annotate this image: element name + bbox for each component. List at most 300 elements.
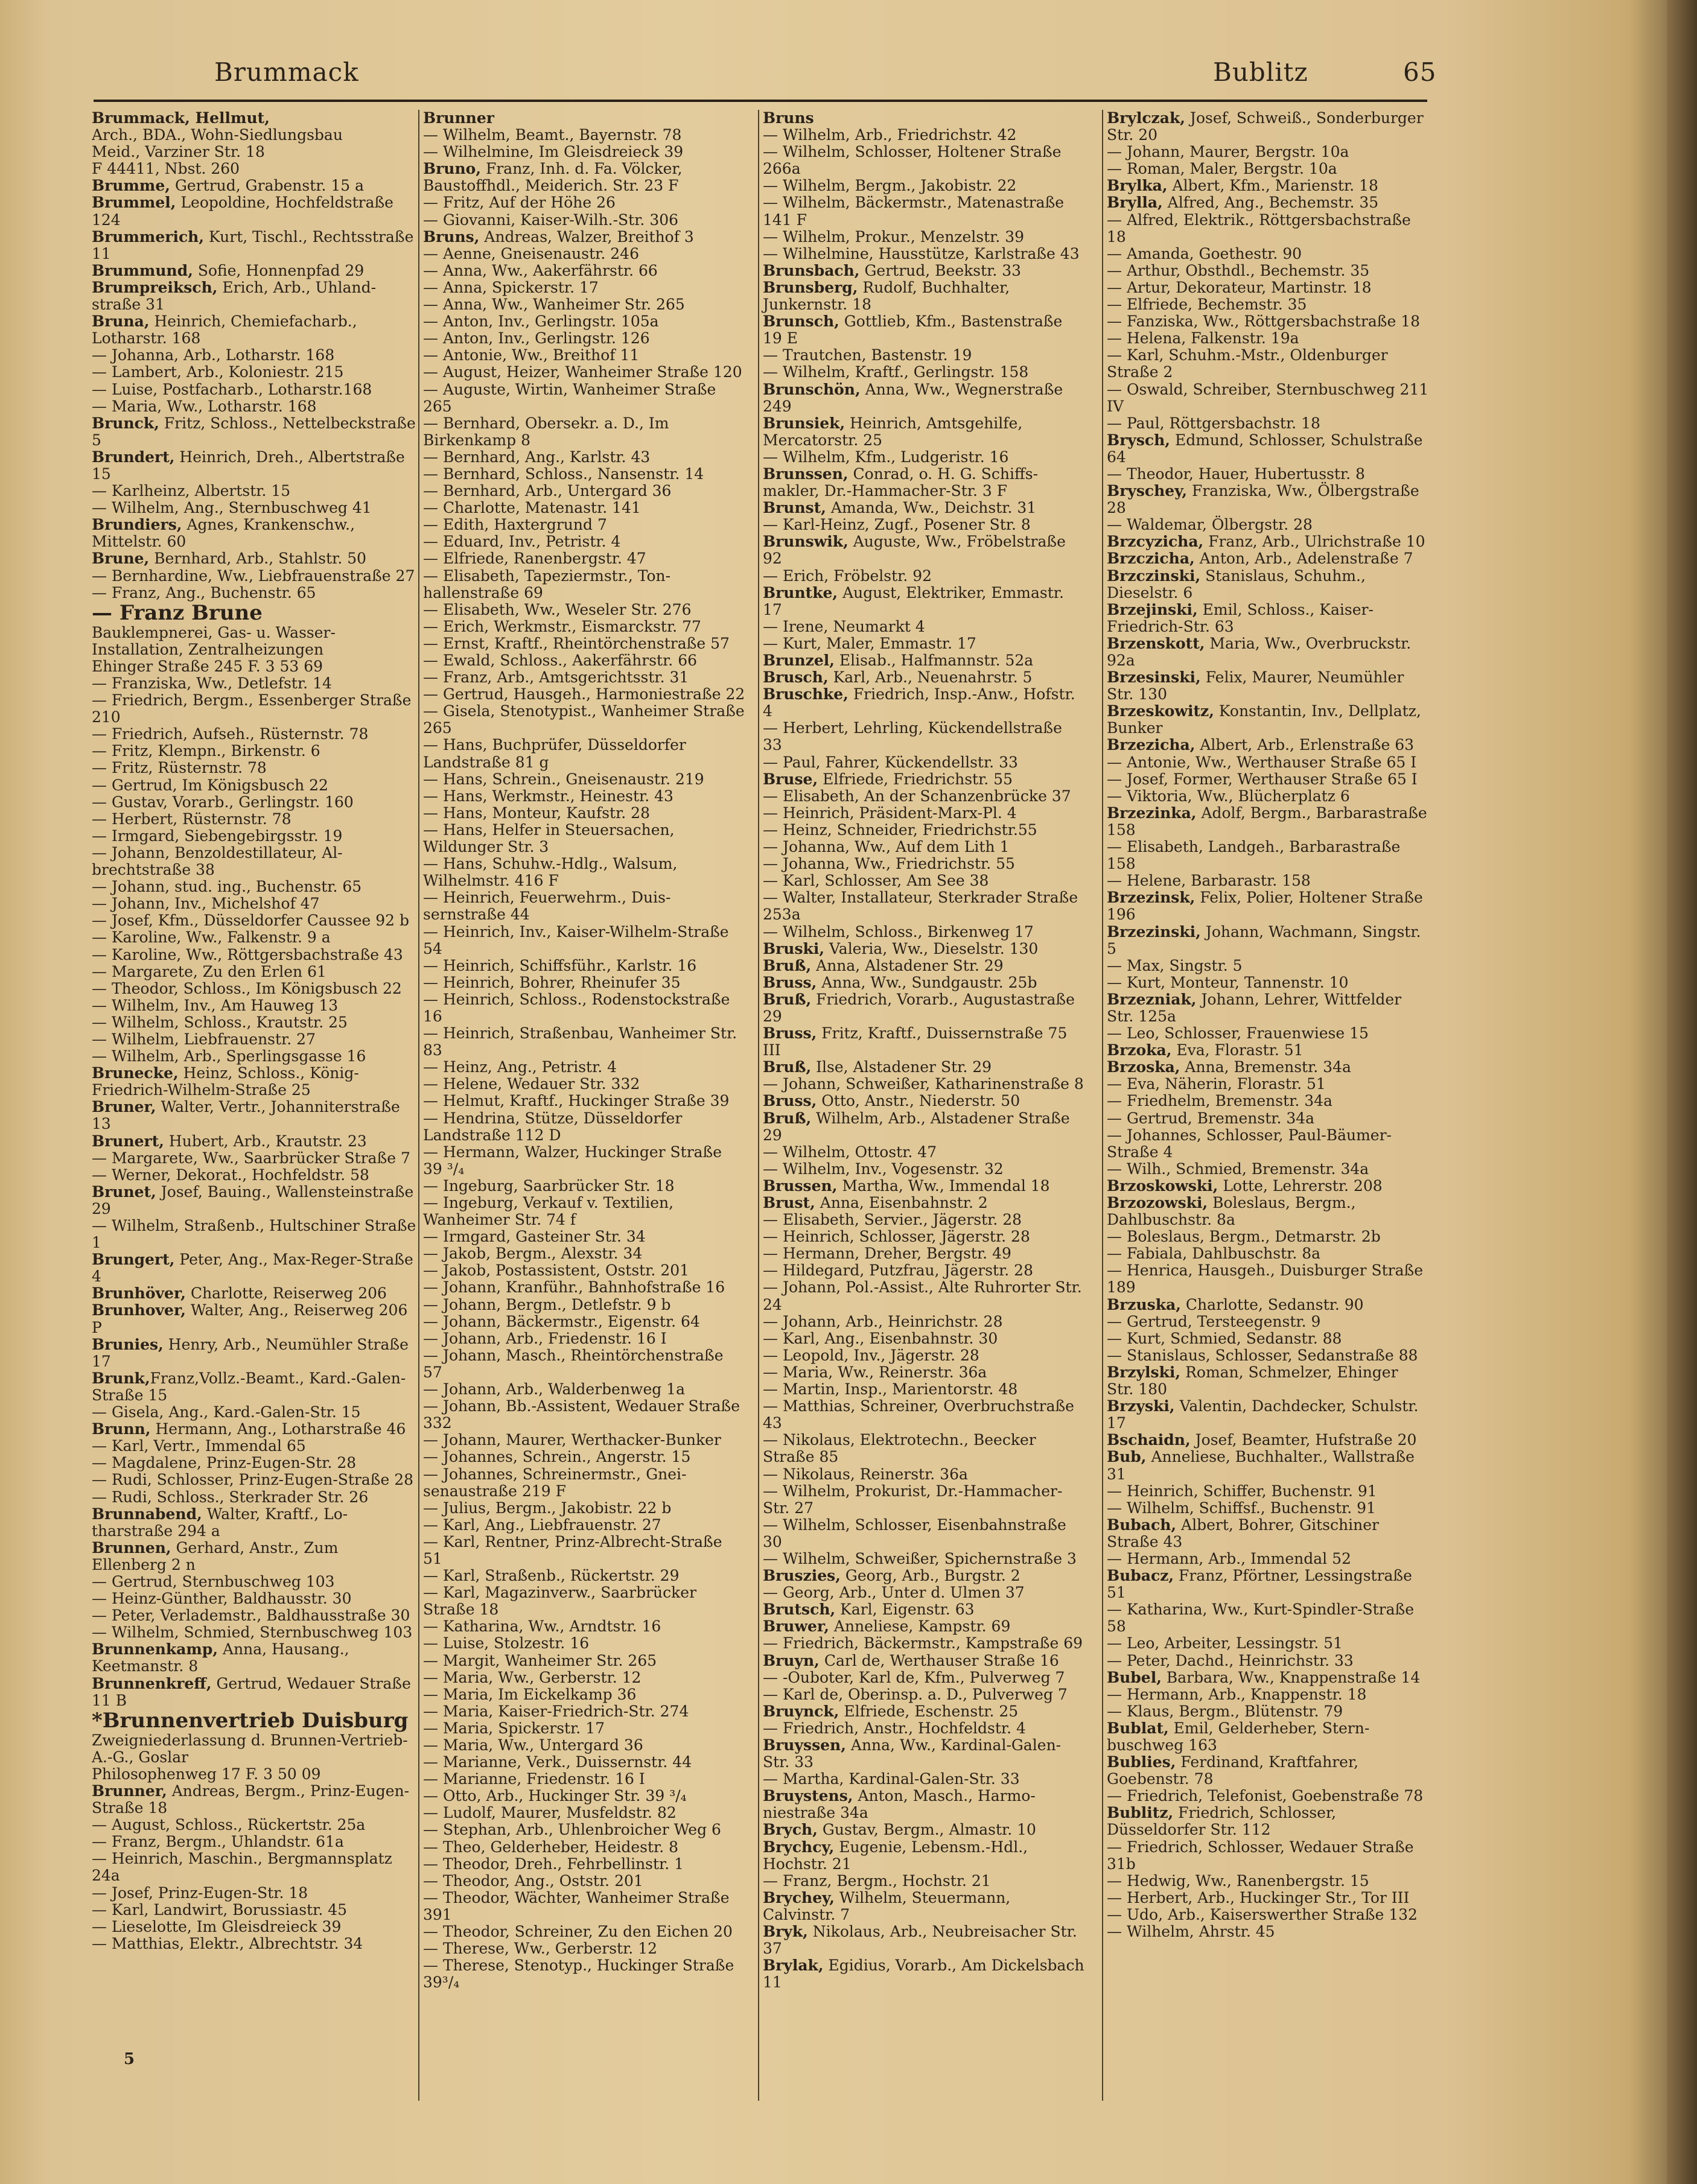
entry-details: Walter, Kraftf., Lotharstraße 294 a	[92, 1505, 348, 1540]
directory-entry	[763, 974, 1085, 991]
entry-details: Franz, Arb., Ulrichstraße 10	[1203, 533, 1425, 551]
entry-details: — Maria, Ww., Lotharstr. 168	[92, 397, 317, 415]
entry-details: — Karl-Heinz, Zugf., Posener Str. 8	[763, 516, 1031, 534]
entry-details: — Rudi, Schlosser, Prinz-Eugen-Straße 28	[92, 1471, 414, 1489]
entry-details: Andreas, Walzer, Breithof 3	[479, 227, 694, 246]
entry-details: Stanislaus, Schuhm., Dieselstr. 6	[1107, 567, 1366, 602]
entry-details: Josef, Bauing., Wallensteinstraße 29	[92, 1182, 414, 1217]
directory-entry	[1107, 533, 1429, 550]
entry-details: Philosophenweg 17 F. 3 50 09	[92, 1765, 321, 1783]
entry-surname: Brychey,	[763, 1888, 835, 1906]
entry-details: — Franz, Arb., Amtsgerichtsstr. 31	[423, 668, 689, 687]
entry-details: — Elfriede, Bechemstr. 35	[1107, 296, 1307, 314]
entry-details: — Johann, stud. ing., Buchenstr. 65	[92, 878, 362, 896]
directory-entry	[763, 1923, 1085, 1957]
entry-details: Friedrich, Insp.-Anw., Hofstr. 4	[763, 685, 1075, 720]
entry-details: — Wilhelm, Liebfrauenstr. 27	[92, 1030, 316, 1048]
entry-details: F 44411, Nbst. 260	[92, 160, 240, 178]
entry-details: — Leo, Schlosser, Frauenwiese 15	[1107, 1024, 1369, 1043]
directory-entry	[763, 720, 1085, 754]
entry-details: — Anton, Inv., Gerlingstr. 105a	[423, 313, 659, 331]
entry-details: Josef, Schweiß., Sonderburger Str. 20	[1107, 110, 1424, 144]
directory-entry	[763, 652, 1085, 669]
entry-surname: Brunck,	[92, 414, 159, 432]
directory-entry	[763, 110, 1085, 127]
directory-entry	[1107, 635, 1429, 669]
entry-details: — Margit, Wanheimer Str. 265	[423, 1651, 657, 1669]
directory-entry	[763, 1432, 1085, 1465]
entry-details: — Johann, Maurer, Bergstr. 10a	[1107, 143, 1349, 161]
directory-entry	[92, 1150, 418, 1167]
entry-details: — Jakob, Postassistent, Oststr. 201	[423, 1262, 690, 1280]
entry-surname: Bryk,	[763, 1923, 808, 1941]
entry-details: Bernhard, Arb., Stahlstr. 50	[149, 550, 367, 568]
entry-details: Eugenie, Lebensm.-Hdl., Hochstr. 21	[763, 1838, 1028, 1873]
directory-entry	[1107, 110, 1429, 144]
entry-surname: Brunssen,	[763, 465, 848, 483]
entry-details: Gottlieb, Kfm., Bastenstraße 19 E	[763, 313, 1063, 348]
entry-details: Franz,Vollz.-Beamt., Kard.-Galen-Straße 15	[92, 1369, 406, 1404]
running-head-left: Brummack	[214, 57, 359, 87]
directory-entry	[92, 895, 418, 912]
directory-entry	[92, 1065, 418, 1099]
entry-surname: Bub,	[1107, 1448, 1147, 1466]
directory-entry	[1107, 1076, 1429, 1093]
directory-entry	[1107, 1364, 1429, 1398]
directory-entry	[92, 110, 418, 127]
directory-entry	[92, 963, 418, 980]
entry-surname: Bruss,	[763, 1024, 817, 1043]
entry-details: — Wilhelm, Schloss., Krautstr. 25	[92, 1013, 348, 1031]
directory-entry	[1107, 1127, 1429, 1161]
entry-details: — Gisela, Ang., Kard.-Galen-Str. 15	[92, 1403, 361, 1421]
directory-entry	[1107, 1313, 1429, 1330]
entry-surname: Brundert,	[92, 448, 175, 466]
entry-details: Fritz, Schloss., Nettelbeckstraße 5	[92, 414, 416, 449]
entry-details: — Hermann, Arb., Immendal 52	[1107, 1549, 1351, 1567]
directory-entry	[763, 1890, 1085, 1923]
directory-entry	[763, 686, 1085, 720]
directory-entry	[92, 794, 418, 811]
entry-details: — Johann, Arb., Walderbenweg 1a	[423, 1380, 685, 1398]
directory-entry	[1107, 296, 1429, 313]
directory-entry	[423, 889, 745, 923]
directory-entry	[92, 1302, 418, 1336]
directory-entry	[423, 1398, 745, 1432]
entry-details: Konstantin, Inv., Dellplatz, Bunker	[1107, 702, 1421, 737]
entry-surname: Brussen,	[763, 1176, 838, 1195]
directory-entry	[423, 1500, 745, 1517]
directory-entry	[423, 1195, 745, 1228]
entry-details: — Anna, Ww., Aakerfährstr. 66	[423, 261, 658, 279]
entry-details: Gertrud, Wedauer Straße 11 B	[92, 1674, 411, 1709]
entry-surname: Brych,	[763, 1821, 818, 1839]
entry-surname: Brzczicha,	[1107, 550, 1195, 568]
entry-details: Anneliese, Buchhalter., Wallstraße 31	[1107, 1448, 1415, 1483]
directory-entry	[92, 624, 418, 658]
entry-surname: Brunnenkamp,	[92, 1640, 218, 1659]
entry-details: — Oswald, Schreiber, Sternbuschweg 211 IV	[1107, 380, 1429, 415]
entry-details: — Gertrud, Tersteegenstr. 9	[1107, 1312, 1321, 1330]
directory-entry	[763, 957, 1085, 974]
directory-entry	[92, 912, 418, 929]
directory-entry	[763, 1330, 1085, 1347]
entry-details: — Heinrich, Schiffer, Buchenstr. 91	[1107, 1482, 1377, 1500]
entry-details: — Karoline, Ww., Falkenstr. 9 a	[92, 929, 331, 947]
directory-entry	[423, 686, 745, 703]
directory-entry	[763, 1821, 1085, 1838]
directory-entry	[1107, 754, 1429, 771]
directory-entry	[92, 550, 418, 567]
directory-entry	[1107, 1601, 1429, 1635]
directory-entry	[1107, 1347, 1429, 1364]
entry-surname: Brunsberg,	[763, 278, 858, 296]
entry-surname: Brzeskowitz,	[1107, 702, 1214, 720]
directory-entry	[92, 1404, 418, 1421]
directory-entry	[1107, 177, 1429, 194]
entry-details: — August, Schloss., Rückertstr. 25a	[92, 1816, 366, 1834]
entry-details: — Gertrud, Bremenstr. 34a	[1107, 1109, 1315, 1127]
directory-entry	[423, 1466, 745, 1500]
header-rule	[94, 100, 1427, 102]
directory-entry	[763, 1025, 1085, 1059]
directory-entry	[92, 160, 418, 177]
directory-entry	[423, 246, 745, 262]
entry-surname: Brzesinski,	[1107, 668, 1201, 687]
entry-details: — Wilhelm, Schlosser, Holtener Straße 266a	[763, 143, 1062, 178]
entry-details: — Elfriede, Ranenbergstr. 47	[423, 550, 646, 568]
entry-details: — Udo, Arb., Kaiserswerther Straße 132	[1107, 1905, 1418, 1923]
entry-details: Barbara, Ww., Knappenstraße 14	[1161, 1668, 1421, 1686]
entry-details: — Heinrich, Inv., Kaiser-Wilhelm-Straße 54	[423, 922, 729, 957]
entry-surname: Bruynck,	[763, 1702, 839, 1720]
directory-entry	[1107, 1161, 1429, 1178]
directory-entry	[423, 974, 745, 991]
entry-details: Auguste, Ww., Fröbelstraße 92	[763, 533, 1066, 568]
entry-details: — Stephan, Arb., Uhlenbroicher Weg 6	[423, 1821, 721, 1839]
directory-entry	[423, 313, 745, 330]
entry-details: — Hans, Helfer in Steuersachen, Wildunger Str. 3	[423, 821, 675, 856]
directory-entry	[763, 1076, 1085, 1093]
entry-details: — Theodor, Wächter, Wanheimer Straße 391	[423, 1888, 730, 1923]
entry-details: — Heinrich, Maschin., Bergmannsplatz 24a	[92, 1850, 392, 1885]
directory-entry	[763, 1618, 1085, 1635]
entry-details: — Wilhelm, Prokur., Menzelstr. 39	[763, 227, 1025, 246]
directory-entry	[763, 127, 1085, 144]
directory-entry	[1107, 279, 1429, 296]
directory-entry	[92, 1438, 418, 1455]
entry-surname: *Brunnenvertrieb Duisburg	[92, 1708, 409, 1733]
directory-entry	[763, 1873, 1085, 1890]
entry-details: — Lambert, Arb., Koloniestr. 215	[92, 363, 344, 381]
entry-details: — Karl, Straßenb., Rückertstr. 29	[423, 1567, 680, 1585]
directory-entry	[423, 1873, 745, 1890]
directory-entry	[423, 1652, 745, 1669]
entry-details: — Ingeburg, Verkauf v. Textilien, Wanheimer Str. 74 f	[423, 1194, 674, 1229]
entry-surname: Bruss,	[763, 973, 817, 991]
entry-details: — Hans, Buchprüfer, Düsseldorfer Landstraße 81 g	[423, 736, 686, 771]
entry-details: — Wilhelmine, Im Gleisdreieck 39	[423, 143, 684, 161]
directory-entry	[763, 1517, 1085, 1551]
entry-details: — Johanna, Ww., Auf dem Lith 1	[763, 838, 1010, 856]
entry-surname: Brutsch,	[763, 1601, 836, 1619]
entry-details: Heinrich, Amtsgehilfe, Mercatorstr. 25	[763, 414, 1023, 449]
directory-entry	[423, 1771, 745, 1788]
directory-entry	[92, 1641, 418, 1675]
entry-details: Felix, Polier, Holtener Straße 196	[1107, 889, 1423, 924]
entry-surname: Brzezniak,	[1107, 990, 1197, 1008]
entry-details: Lotte, Lehrerstr. 208	[1218, 1176, 1383, 1195]
entry-details: — Heinrich, Feuerwehrm., Duissernstraße 44	[423, 889, 671, 924]
directory-entry	[763, 1313, 1085, 1330]
entry-surname: Bruyn,	[763, 1651, 820, 1669]
directory-entry	[92, 692, 418, 726]
directory-entry	[423, 212, 745, 229]
directory-entry	[423, 602, 745, 618]
entry-details: — Antonie, Ww., Breithof 11	[423, 346, 640, 364]
entry-details: — Wilhelm, Kfm., Ludgeristr. 16	[763, 448, 1009, 466]
entry-details: Agnes, Krankenschw., Mittelstr. 60	[92, 516, 355, 551]
page-number: 65	[1403, 57, 1437, 87]
entry-details: — Helena, Falkenstr. 19a	[1107, 329, 1299, 348]
entry-details: — Theodor, Dreh., Fehrbellinstr. 1	[423, 1855, 684, 1873]
entry-details: — Theodor, Schloss., Im Königsbusch 22	[92, 979, 402, 997]
entry-details: Egidius, Vorarb., Am Dickelsbach 11	[763, 1957, 1084, 1992]
entry-details: — Heinrich, Schlosser, Jägerstr. 28	[763, 1228, 1030, 1246]
directory-entry	[1107, 1483, 1429, 1500]
entry-details: — Johann, Masch., Rheintörchenstraße 57	[423, 1346, 724, 1381]
directory-entry	[1107, 212, 1429, 246]
directory-entry	[1107, 974, 1429, 991]
directory-entry	[92, 1489, 418, 1506]
directory-entry	[763, 585, 1085, 618]
entry-details: — Fanziska, Ww., Röttgersbachstraße 18	[1107, 313, 1421, 331]
entry-surname: Bruner,	[92, 1098, 156, 1116]
entry-surname: Bruß,	[763, 956, 812, 974]
entry-surname: Brummack, Hellmut,	[92, 110, 270, 127]
entry-details: — Wilhelm, Prokurist, Dr.-Hammacher-Str. 27	[763, 1482, 1063, 1517]
entry-details: — Heinrich, Bohrer, Rheinufer 35	[423, 973, 681, 991]
entry-surname: Bruszies,	[763, 1567, 841, 1585]
entry-surname: Brzcyzicha,	[1107, 533, 1204, 551]
directory-entry	[763, 1720, 1085, 1737]
directory-entry	[92, 1540, 418, 1573]
directory-entry	[1107, 1754, 1429, 1788]
directory-entry	[763, 924, 1085, 941]
entry-details: — Peter, Dachd., Heinrichstr. 33	[1107, 1651, 1354, 1669]
entry-surname: Brunnen,	[92, 1538, 171, 1557]
entry-surname: Brunet,	[92, 1182, 156, 1201]
entry-details: Bauklempnerei, Gas- u. Wasser-Installation, Zentralheizungen	[92, 623, 336, 658]
entry-details: Hermann, Ang., Lotharstraße 46	[150, 1420, 406, 1438]
entry-details: Friedrich, Vorarb., Augustastraße 29	[763, 990, 1075, 1025]
entry-details: Heinrich, Chemiefacharb., Lotharstr. 168	[92, 313, 357, 348]
directory-entry	[763, 1957, 1085, 1991]
directory-entry	[423, 1839, 745, 1856]
entry-details: — Bernhard, Schloss., Nansenstr. 14	[423, 465, 704, 483]
directory-entry	[92, 1732, 418, 1766]
directory-entry	[423, 1737, 745, 1754]
directory-entry	[92, 1885, 418, 1902]
entry-details: — Maria, Spickerstr. 17	[423, 1719, 605, 1737]
directory-entry	[1107, 669, 1429, 703]
directory-entry	[763, 1635, 1085, 1652]
directory-entry	[92, 229, 418, 262]
directory-entry	[92, 1573, 418, 1590]
directory-entry	[763, 1144, 1085, 1161]
entry-details: — Magdalene, Prinz-Eugen-Str. 28	[92, 1454, 357, 1472]
directory-entry	[763, 466, 1085, 500]
directory-entry	[1107, 872, 1429, 889]
directory-entry	[763, 1178, 1085, 1195]
entry-details: Arch., BDA., Wohn-Siedlungsbau	[92, 126, 343, 144]
directory-entry	[423, 652, 745, 669]
directory-entry	[1107, 788, 1429, 805]
entry-surname: Brzoka,	[1107, 1041, 1172, 1059]
entry-details: — Fritz, Rüsternstr. 78	[92, 759, 267, 777]
directory-entry	[423, 703, 745, 737]
entry-surname: Brzejinski,	[1107, 600, 1198, 618]
directory-entry	[92, 658, 418, 675]
entry-details: — Friedrich, Aufseh., Rüsternstr. 78	[92, 725, 369, 743]
directory-entry	[423, 1245, 745, 1262]
entry-details: — Elisabeth, Servier., Jägerstr. 28	[763, 1211, 1022, 1229]
directory-entry	[763, 754, 1085, 771]
entry-surname: Brunner,	[92, 1782, 167, 1800]
entry-details: — Wilh., Schmied, Bremenstr. 34a	[1107, 1160, 1369, 1178]
entry-surname: Bruna,	[92, 313, 150, 331]
entry-details: Georg, Arb., Burgstr. 2	[840, 1567, 1020, 1585]
directory-entry	[763, 1483, 1085, 1517]
directory-entry	[423, 991, 745, 1025]
book-spine-shadow	[1667, 0, 1697, 2184]
entry-details: — Wilhelm, Schweißer, Spichernstraße 3	[763, 1549, 1077, 1567]
entry-details: Valentin, Dachdecker, Schulstr. 17	[1107, 1397, 1419, 1432]
entry-details: — Hans, Monteur, Kaufstr. 28	[423, 804, 650, 822]
directory-entry	[763, 1195, 1085, 1211]
entry-details: — Karoline, Ww., Röttgersbachstraße 43	[92, 945, 403, 963]
entry-details: — Heinrich, Straßenbau, Wanheimer Str. 83	[423, 1024, 737, 1059]
entry-details: Charlotte, Reiserweg 206	[186, 1284, 387, 1303]
entry-details: Walter, Vertr., Johanniterstraße 13	[92, 1098, 400, 1133]
directory-entry	[763, 364, 1085, 381]
entry-details: — Martha, Kardinal-Galen-Str. 33	[763, 1770, 1020, 1788]
directory-entry	[1107, 1923, 1429, 1940]
directory-entry	[92, 1184, 418, 1217]
directory-entry	[423, 144, 745, 160]
entry-details: Karl, Eigenstr. 63	[835, 1601, 975, 1619]
entry-details: Eva, Florastr. 51	[1171, 1041, 1304, 1059]
directory-entry	[1107, 568, 1429, 602]
entry-details: Walter, Ang., Reiserweg 206 P	[92, 1301, 408, 1336]
directory-entry	[92, 1902, 418, 1919]
entry-details: — Luise, Stolzestr. 16	[423, 1634, 590, 1652]
entry-details: Friedrich, Schlosser, Düsseldorfer Str. 112	[1107, 1804, 1337, 1839]
entry-details: — Anna, Spickerstr. 17	[423, 278, 599, 296]
entry-surname: Brzozowski,	[1107, 1194, 1208, 1211]
entry-details: — Johann, Bergm., Detlefstr. 9 b	[423, 1295, 671, 1313]
entry-surname: Bruns,	[423, 227, 480, 246]
directory-entry	[423, 516, 745, 533]
entry-details: Heinz, Schloss., König-Friedrich-Wilhelm-Straße 25	[92, 1064, 359, 1099]
entry-details: — Amanda, Goethestr. 90	[1107, 244, 1302, 262]
entry-details: — Irmgard, Siebengebirgsstr. 19	[92, 827, 343, 845]
entry-details: — -Ouboter, Karl de, Kfm., Pulverweg 7	[763, 1668, 1065, 1686]
directory-entry	[92, 1675, 418, 1709]
entry-details: — Heinz, Schneider, Friedrichstr.55	[763, 821, 1037, 839]
directory-entry	[763, 144, 1085, 177]
directory-entry	[763, 1669, 1085, 1686]
directory-entry	[1107, 516, 1429, 533]
directory-entry	[1107, 771, 1429, 788]
directory-entry	[1107, 483, 1429, 516]
entry-details: — Eduard, Inv., Petristr. 4	[423, 533, 621, 551]
entry-details: Anton, Masch., Harmoniestraße 34a	[763, 1787, 1036, 1822]
directory-entry	[763, 839, 1085, 856]
entry-details: Albert, Bohrer, Gitschiner Straße 43	[1107, 1516, 1379, 1551]
entry-details: — Johann, Schweißer, Katharinenstraße 8	[763, 1075, 1084, 1093]
entry-details: — Bernhard, Ang., Karlstr. 43	[423, 448, 651, 466]
entry-details: — Kurt, Monteur, Tannenstr. 10	[1107, 973, 1349, 991]
directory-entry	[92, 929, 418, 946]
directory-entry	[423, 1923, 745, 1940]
entry-surname: Brungert,	[92, 1251, 175, 1269]
entry-details: Josef, Beamter, Hufstraße 20	[1190, 1431, 1417, 1449]
entry-details: — Werner, Dekorat., Hochfeldstr. 58	[92, 1166, 369, 1184]
entry-details: — Ingeburg, Saarbrücker Str. 18	[423, 1176, 675, 1195]
entry-details: — Karl de, Oberinsp. a. D., Pulverweg 7	[763, 1685, 1068, 1703]
directory-entry	[1107, 1059, 1429, 1076]
entry-details: — Julius, Bergm., Jakobistr. 22 b	[423, 1499, 672, 1517]
entry-details: — Franz, Bergm., Hochstr. 21	[763, 1871, 991, 1890]
directory-entry	[423, 1805, 745, 1821]
entry-details: Gerhard, Anstr., Zum Ellenberg 2 n	[92, 1538, 339, 1573]
entry-surname: Bubel,	[1107, 1668, 1162, 1686]
entry-details: — Gertrud, Hausgeh., Harmoniestraße 22	[423, 685, 745, 703]
entry-details: — Arthur, Obsthdl., Bechemstr. 35	[1107, 261, 1370, 279]
directory-entry	[92, 262, 418, 279]
entry-details: — Franz, Bergm., Uhlandstr. 61a	[92, 1833, 344, 1851]
directory-entry	[423, 737, 745, 770]
directory-entry	[423, 296, 745, 313]
entry-details: Roman, Schmelzer, Ehinger Str. 180	[1107, 1363, 1398, 1398]
entry-surname: Bruß,	[763, 990, 812, 1008]
entry-details: — Giovanni, Kaiser-Wilh.-Str. 306	[423, 211, 679, 229]
directory-entry	[1107, 1245, 1429, 1262]
directory-entry	[763, 941, 1085, 957]
directory-entry	[1107, 415, 1429, 432]
directory-entry	[1107, 1042, 1429, 1059]
entry-details: — Franz, Ang., Buchenstr. 65	[92, 583, 316, 602]
entry-surname: Bruns	[763, 110, 814, 127]
entry-details: Peter, Ang., Max-Reger-Straße 4	[92, 1251, 413, 1286]
entry-details: — Helene, Barbarastr. 158	[1107, 872, 1311, 890]
entry-surname: Bruwer,	[763, 1617, 829, 1636]
entry-details: — Martin, Insp., Marientorstr. 48	[763, 1380, 1018, 1398]
entry-details: Henry, Arb., Neumühler Straße 17	[92, 1335, 409, 1370]
directory-entry	[423, 415, 745, 449]
entry-details: — Margarete, Zu den Erlen 61	[92, 962, 326, 980]
directory-entry	[423, 1347, 745, 1381]
entry-details: — Hans, Schuhw.-Hdlg., Walsum, Wilhelmstr. 416 F	[423, 855, 678, 890]
directory-entry	[1107, 703, 1429, 737]
directory-entry	[423, 229, 745, 246]
entry-details: — Karlheinz, Albertstr. 15	[92, 482, 291, 500]
directory-entry	[92, 1607, 418, 1624]
directory-entry	[763, 229, 1085, 246]
entry-details: — Ewald, Schloss., Aakerfährstr. 66	[423, 652, 698, 669]
entry-details: — Karl, Ang., Eisenbahnstr. 30	[763, 1329, 998, 1347]
